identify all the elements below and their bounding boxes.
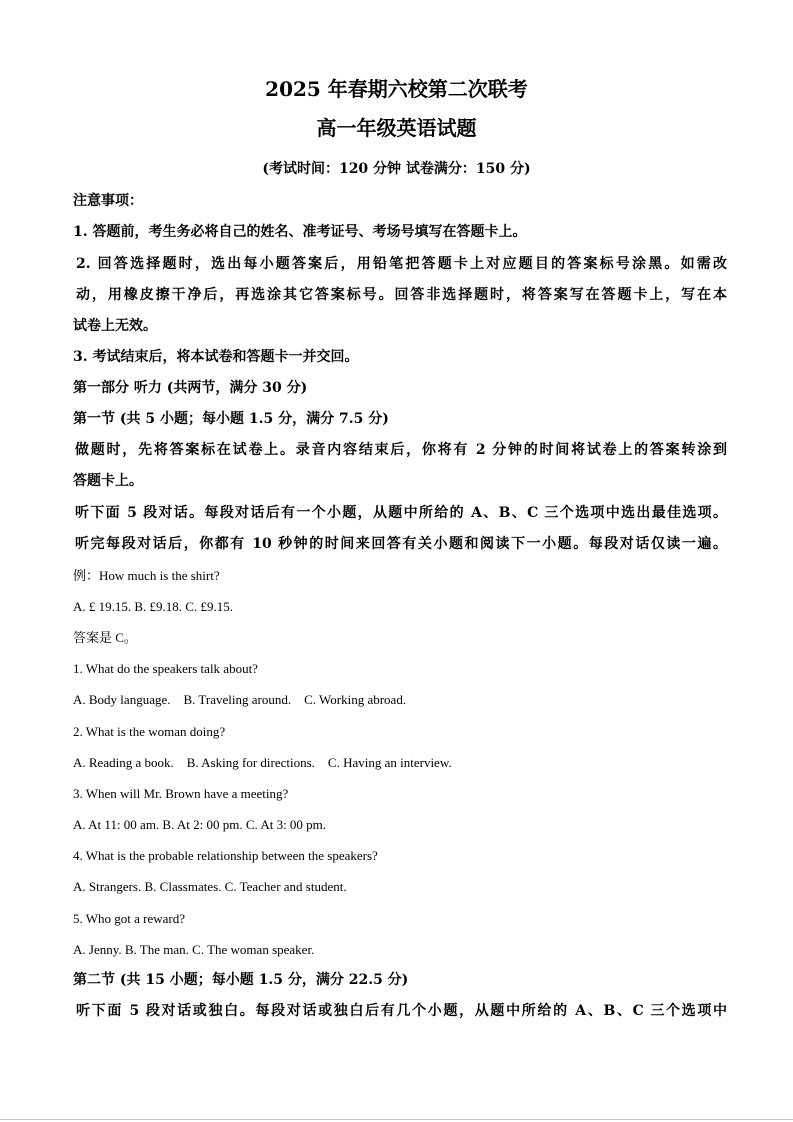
question-3-options: A. At 11: 00 am. B. At 2: 00 pm. C. At 3: 00 pm. [73,817,327,832]
example-question: 例：How much is the shirt? [73,568,220,583]
part1-heading: 第一部分 听力 (共两节，满分 30 分) [73,380,308,396]
question-3: 3. When will Mr. Brown have a meeting? [73,786,289,801]
instruction-2-line-2: 听完每段对话后，你都有 10 秒钟的时间来回答有关小题和阅读下一小题。每段对话仅读一遍。 [75,536,727,552]
note-item-1: 1. 答题前，考生务必将自己的姓名、准考证号、考场号填写在答题卡上。 [73,224,527,240]
note-item-2-line-3: 试卷上无效。 [73,318,157,334]
exam-title: 2025 年春期六校第二次联考 [265,77,528,101]
exam-info: (考试时间：120 分钟 试卷满分：150 分) [262,161,531,177]
question-1: 1. What do the speakers talk about? [73,661,258,676]
section2-heading: 第二节 (共 15 小题；每小题 1.5 分，满分 22.5 分) [73,972,409,988]
note-item-2-line-1: 2. 回答选择题时，选出每小题答案后，用铅笔把答题卡上对应题目的答案标号涂黑。如需改 [76,256,727,272]
instruction-2-line-1: 听下面 5 段对话。每段对话后有一个小题，从题中所给的 A、B、C 三个选项中选出最佳选项。 [75,505,727,521]
note-item-3: 3. 考试结束后，将本试卷和答题卡一并交回。 [73,349,359,365]
instruction-1-line-1: 做题时，先将答案标在试卷上。录音内容结束后，你将有 2 分钟的时间将试卷上的答案转涂到 [75,442,727,458]
instruction-1-line-2: 答题卡上。 [73,473,143,489]
question-2: 2. What is the woman doing? [73,724,226,739]
question-5-options: A. Jenny. B. The man. C. The woman speaker. [73,942,315,957]
question-5: 5. Who got a reward? [73,911,186,926]
page-bottom-divider [0,1119,793,1120]
question-2-options: A. Reading a book. B. Asking for directions. C. Having an interview. [73,755,452,770]
instruction-3-line-1: 听下面 5 段对话或独白。每段对话或独白后有几个小题，从题中所给的 A、B、C 三个选项中 [76,1003,727,1019]
question-4-options: A. Strangers. B. Classmates. C. Teacher and student. [73,879,347,894]
note-item-2-line-2: 动，用橡皮擦干净后，再选涂其它答案标号。回答非选择题时，将答案写在答题卡上，写在本 [76,287,727,303]
notes-heading: 注意事项： [73,193,143,209]
section1-heading: 第一节 (共 5 小题；每小题 1.5 分，满分 7.5 分) [73,411,389,427]
example-options: A. £ 19.15. B. £9.18. C. £9.15. [73,599,233,614]
question-4: 4. What is the probable relationship between the speakers? [73,848,378,863]
exam-subtitle: 高一年级英语试题 [316,116,477,140]
question-1-options: A. Body language. B. Traveling around. C. Working abroad. [73,692,407,707]
example-answer: 答案是 C。 [73,630,137,645]
